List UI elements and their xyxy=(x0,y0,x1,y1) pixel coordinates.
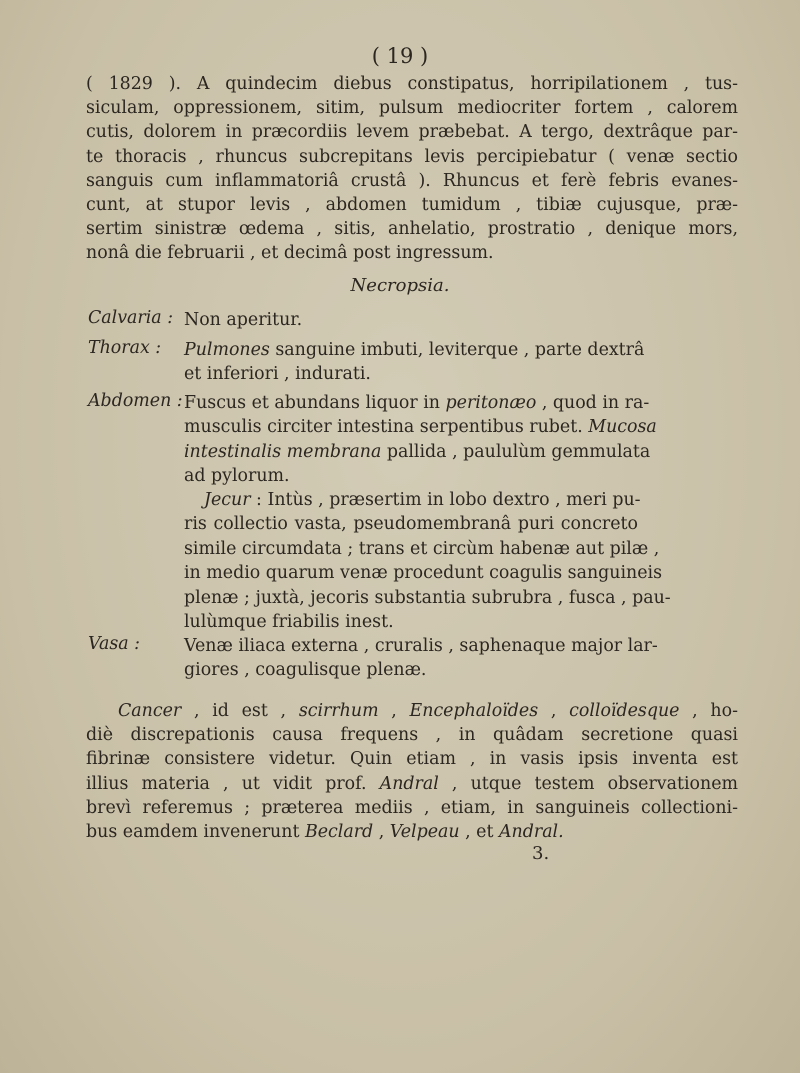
velpeau-name: Velpeau xyxy=(389,822,460,843)
text-line: Cancer , id est , scirrhum , Encephaloïdes , colloïdesque , ho- xyxy=(118,701,738,721)
cancer-paragraph xyxy=(86,699,738,844)
text-line: cutis, dolorem in præcordiis levem præbebat. A tergo, dextrâque par- xyxy=(86,122,738,143)
text-line: musculis circiter intestina serpentibus rubet. Mucosa xyxy=(184,417,657,438)
vasa-text xyxy=(184,634,658,683)
thorax-label: Thorax : xyxy=(88,338,162,358)
andral-name-2: Andral. xyxy=(498,822,564,843)
andral-name: Andral xyxy=(379,773,439,794)
text-line: nonâ die februarii , et decimâ post ingressum. xyxy=(86,243,494,264)
text-line: intestinalis membrana pallida , paululùm gemmulata xyxy=(184,441,651,462)
text-line: lulùmque friabilis inest. xyxy=(184,612,394,633)
text-line: siculam, oppressionem, sitim, pulsum mediocriter fortem , calorem xyxy=(86,98,738,119)
pulmones-term: Pulmones xyxy=(184,340,270,360)
text-line: sanguis cum inflammatoriâ crustâ ). Rhuncus et ferè febris evanes- xyxy=(86,170,738,191)
text-line: plenæ ; juxtà, jecoris substantia subrubra , fusca , pau- xyxy=(184,587,671,608)
text-line: fibrinæ consistere videtur. Quin etiam , in vasis ipsis inventa est xyxy=(86,749,738,770)
text-line: Venæ iliaca externa , cruralis , saphenaque major lar- xyxy=(184,636,658,656)
text-line: giores , coagulisque plenæ. xyxy=(184,660,427,681)
intro-paragraph xyxy=(86,72,738,266)
abdomen-label: Abdomen : xyxy=(88,391,183,411)
mucosa-term: Mucosa xyxy=(588,417,657,438)
text-line: sertim sinistræ œdema , sitis, anhelatio, prostratio , denique mors, xyxy=(86,219,738,240)
jecur-text xyxy=(184,488,671,634)
text-line: Jecur : Intùs , præsertim in lobo dextro , meri pu- xyxy=(204,490,641,510)
necropsia-heading: Necropsia. xyxy=(350,275,450,296)
peritonaeo-term: peritonæo xyxy=(445,393,537,413)
text-line: diè discrepationis causa frequens , in quâdam secretione quasi xyxy=(86,725,738,746)
text-line: ris collectio vasta, pseudomembranâ puri concreto xyxy=(184,514,638,535)
text-line: bus eamdem invenerunt Beclard , Velpeau , et Andral. xyxy=(86,822,564,843)
text-line: Pulmones sanguine imbuti, leviterque , parte dextrâ xyxy=(184,340,645,360)
text-line: Fuscus et abundans liquor in peritonæo , quod in ra- xyxy=(184,393,650,413)
text-line: brevì referemus ; præterea mediis , etiam, in sanguineis collectioni- xyxy=(86,797,738,818)
membrana-term: intestinalis membrana xyxy=(184,441,382,462)
beclard-name: Beclard xyxy=(304,822,374,843)
signature-mark: 3. xyxy=(532,843,550,864)
text-line: Non aperitur. xyxy=(184,310,303,330)
text-line: in medio quarum venæ procedunt coagulis sanguineis xyxy=(184,563,663,584)
text-line: et inferiori , indurati. xyxy=(184,364,371,385)
vasa-label: Vasa : xyxy=(88,634,141,654)
text-line: ad pylorum. xyxy=(184,466,290,487)
text-line: cunt, at stupor levis , abdomen tumidum , tibiæ cujusque, præ- xyxy=(86,195,738,216)
jecur-term: Jecur xyxy=(204,490,251,510)
text-line: illius materia , ut vidit prof. Andral , utque testem observationem xyxy=(86,773,738,794)
page-number: ( 19 ) xyxy=(371,44,429,68)
text-line: ( 1829 ). A quindecim diebus constipatus, horripilationem , tus- xyxy=(86,74,738,94)
calvaria-text xyxy=(184,308,638,332)
text-line: simile circumdata ; trans et circùm habenæ aut pilæ , xyxy=(184,538,660,559)
text-line: te thoracis , rhuncus subcrepitans levis percipiebatur ( venæ sectio xyxy=(86,146,738,167)
thorax-text xyxy=(184,338,645,387)
calvaria-label: Calvaria : xyxy=(88,308,174,328)
abdomen-text xyxy=(184,391,657,489)
